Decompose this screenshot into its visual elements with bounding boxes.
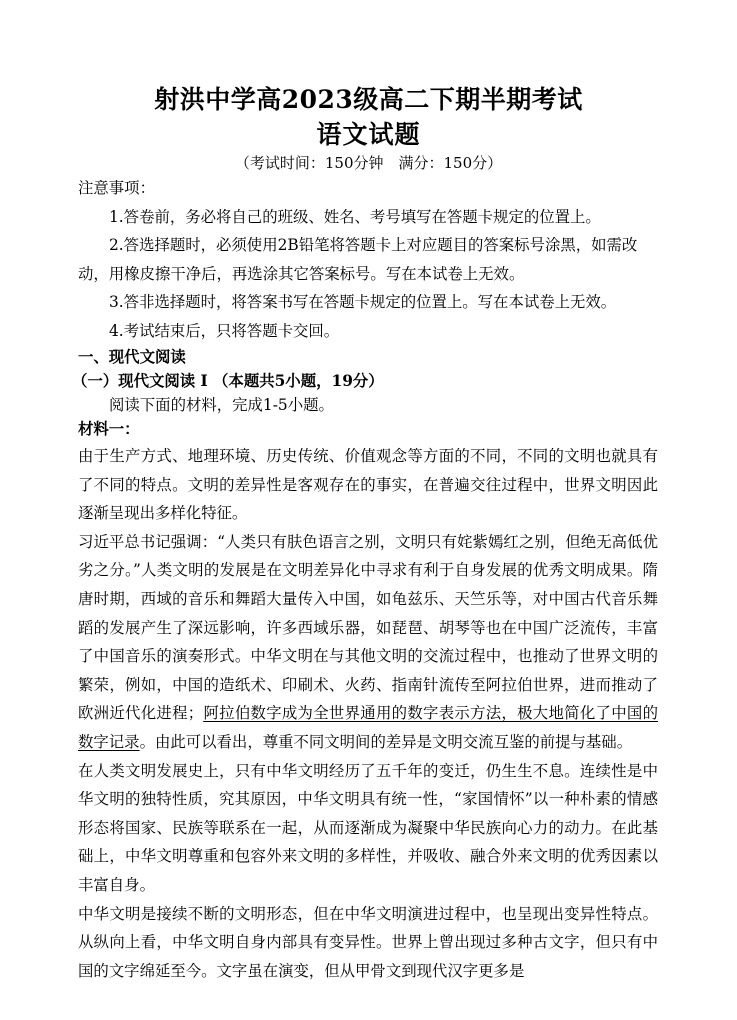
section-heading: 一、现代文阅读: [78, 348, 186, 366]
section-subheading: （一）现代文阅读 I （本题共5小题，19分）: [72, 372, 384, 390]
paragraph: 中华文明是接续不断的文明形态，但在中华文明演进过程中，也呈现出变异性特点。从纵向上看，中华文明自身内部具有变异性。世界上曾出现过多种古文字，但只有中国的文字绵延至今。文字虽在演变，但从甲骨文到现代汉字更多是: [78, 904, 658, 980]
exam-title: 射洪中学高2023级高二下期半期考试: [154, 85, 583, 114]
notes-block: [78, 174, 658, 346]
exam-info: （考试时间：150分钟 满分：150分）: [234, 154, 503, 172]
notes-item: 2.答选择题时，必须使用2B铅笔将答题卡上对应题目的答案标号涂黑，如需改动，用橡皮擦干净后，再选涂其它答案标号。写在本试卷上无效。: [78, 236, 638, 283]
material-body: [78, 442, 658, 985]
paragraph: 由于生产方式、地理环境、历史传统、价值观念等方面的不同，不同的文明也就具有了不同的特点。文明的差异性是客观存在的事实，在普遍交往过程中，世界文明因此逐渐呈现出多样化特征。: [78, 447, 658, 523]
paragraph-text: 习近平总书记强调：“人类只有肤色语言之别，文明只有姹紫嫣红之别，但绝无高低优劣之分。”人类文明的发展是在文明差异化中寻求有利于自身发展的优秀文明成果。隋唐时期，西域的音乐和舞蹈大量传入中国，如龟兹乐、天竺乐等，对中国古代音乐舞蹈的发展产生了深远影响，许多西域乐器，如琵琶、胡琴等也在中国广泛流传，丰富了中国音乐的演奏形式。中华文明在与其他文明的交流过程中，也推动了世界文明的繁荣，例如，中国的造纸术、印刷术、火药、指南针流传至阿拉伯世界，进而推动了欧洲近代化进程；: [78, 532, 658, 723]
underlined-sentence: 阿拉伯数字成为全世界通用的数字表示方法，极大地简化了中国的数字记录: [78, 704, 658, 751]
material-label: 材料一：: [78, 420, 140, 438]
subject-title: 语文试题: [316, 120, 421, 149]
notes-item: 1.答卷前，务必将自己的班级、姓名、考号填写在答题卡规定的位置上。: [109, 207, 601, 226]
notes-item: 3.答非选择题时，将答案书写在答题卡规定的位置上。写在本试卷上无效。: [109, 293, 617, 312]
paragraph-text: 。由此可以看出，尊重不同文明间的差异是文明交流互鉴的前提与基础。: [139, 732, 633, 751]
notes-item: 4.考试结束后，只将答题卡交回。: [109, 321, 340, 340]
notes-heading: 注意事项：: [78, 179, 155, 197]
section-instruction: 阅读下面的材料，完成1-5小题。: [109, 396, 334, 414]
paragraph: [78, 528, 658, 757]
section-header-block: [72, 345, 658, 441]
paragraph: 在人类文明发展史上，只有中华文明经历了五千年的变迁，仍生生不息。连续性是中华文明的独特性质，究其原因，中华文明具有统一性，“家国情怀”以一种朴素的情感形态将国家、民族等联系在一起，从而逐渐成为凝聚中华民族向心力的动力。在此基础上，中华文明尊重和包容外来文明的多样性，并吸收、融合外来文明的优秀因素以丰富自身。: [78, 761, 658, 894]
